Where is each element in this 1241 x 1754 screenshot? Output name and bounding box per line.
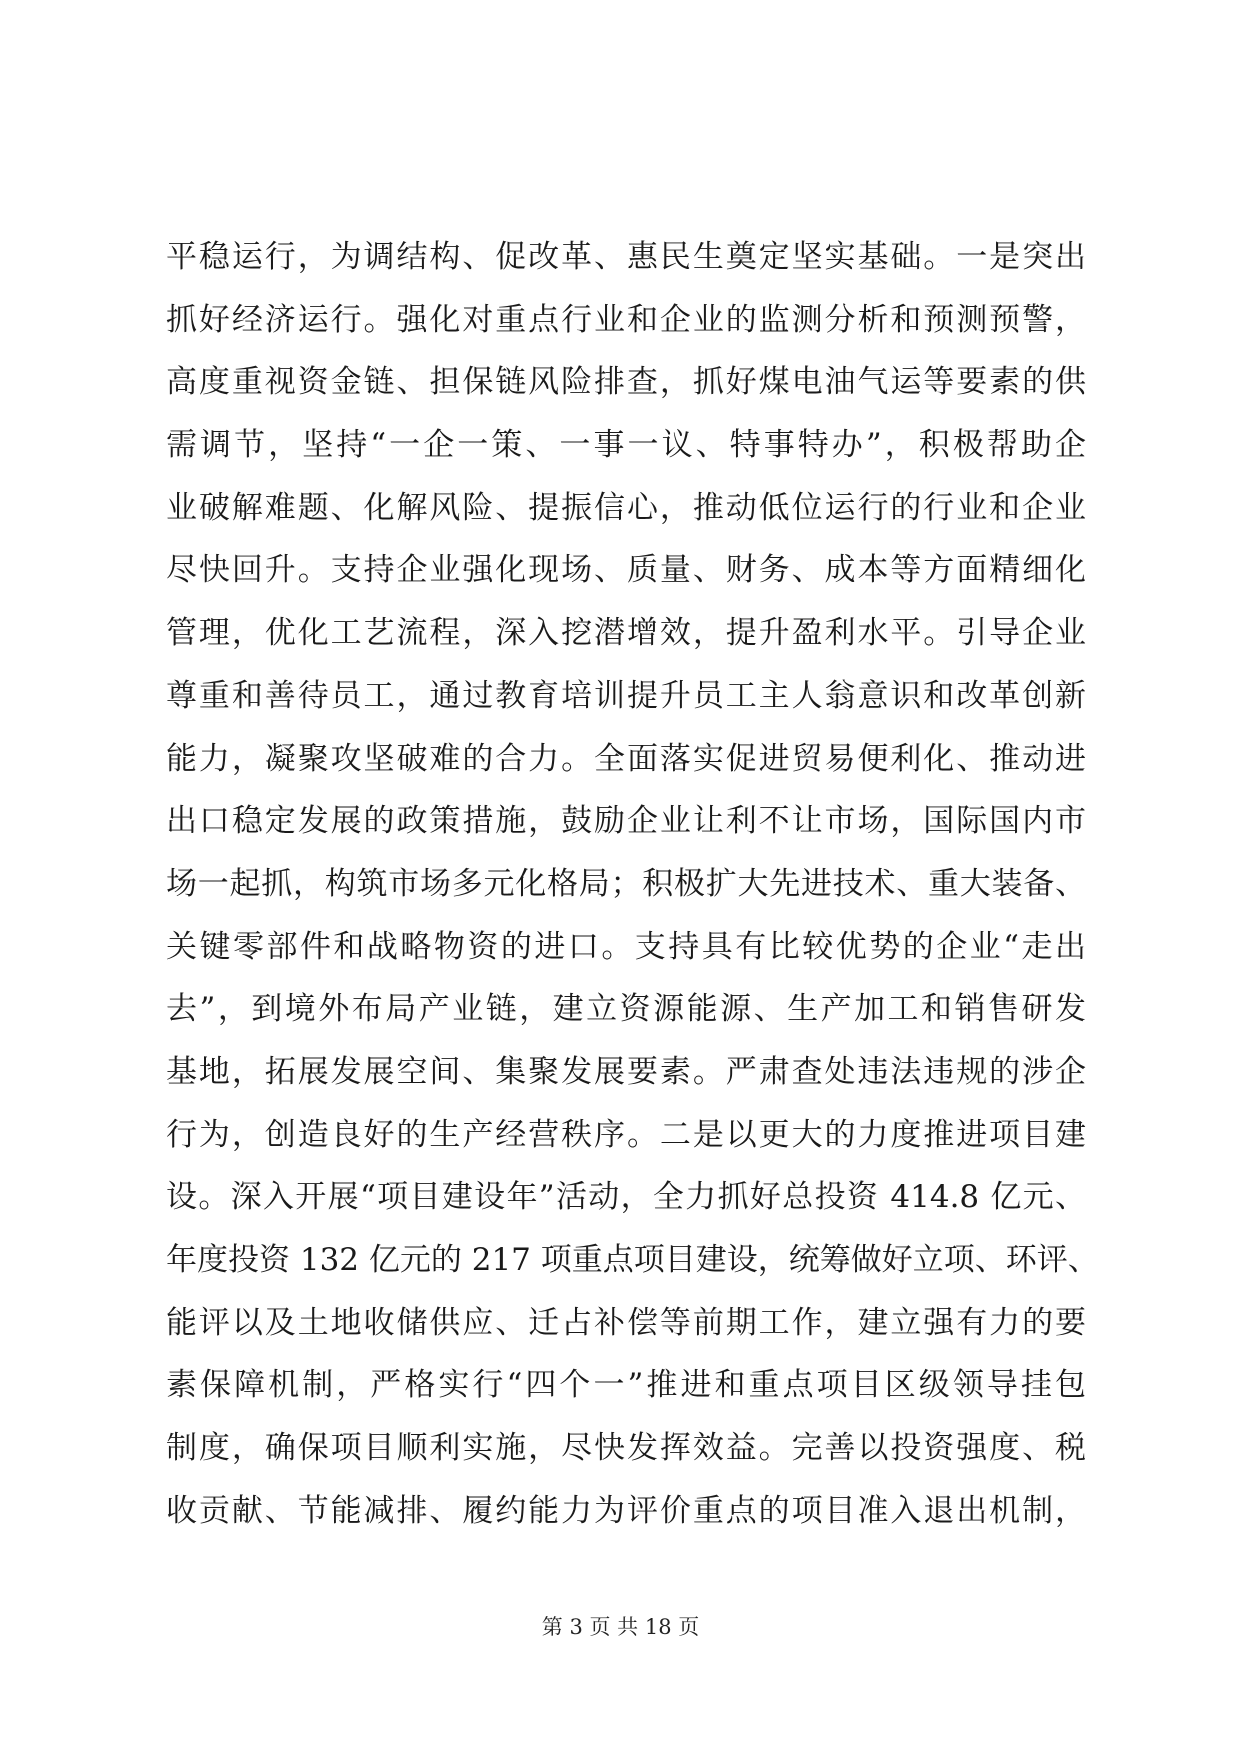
text-line: 出口稳定发展的政策措施，鼓励企业让利不让市场，国际国内市	[166, 803, 1086, 840]
text-line: 尽快回升。支持企业强化现场、质量、财务、成本等方面精细化	[166, 552, 1086, 589]
text-line: 能评以及土地收储供应、迁占补偿等前期工作，建立强有力的要	[166, 1304, 1086, 1341]
text-line: 关键零部件和战略物资的进口。支持具有比较优势的企业“走出	[166, 928, 1086, 965]
document-body	[166, 226, 1099, 1542]
text-line: 去”，到境外布局产业链，建立资源能源、生产加工和销售研发	[166, 991, 1086, 1028]
text-line: 能力，凝聚攻坚破难的合力。全面落实促进贸易便利化、推动进	[166, 740, 1086, 777]
text-line: 行为，创造良好的生产经营秩序。二是以更大的力度推进项目建	[166, 1116, 1086, 1153]
text-line: 场一起抓，构筑市场多元化格局；积极扩大先进技术、重大装备、	[166, 865, 1086, 902]
text-line: 需调节，坚持“一企一策、一事一议、特事特办”，积极帮助企	[166, 427, 1086, 464]
text-line: 设。深入开展“项目建设年”活动，全力抓好总投资 414.8 亿元、	[166, 1179, 1086, 1216]
text-line: 抓好经济运行。强化对重点行业和企业的监测分析和预测预警，	[166, 301, 1086, 338]
text-line: 素保障机制，严格实行“四个一”推进和重点项目区级领导挂包	[166, 1367, 1086, 1404]
text-line: 尊重和善待员工，通过教育培训提升员工主人翁意识和改革创新	[166, 677, 1086, 714]
page-number-footer: 第 3 页 共 18 页	[541, 1615, 700, 1639]
text-line: 管理，优化工艺流程，深入挖潜增效，提升盈利水平。引导企业	[166, 615, 1086, 652]
text-line: 收贡献、节能减排、履约能力为评价重点的项目准入退出机制，	[166, 1492, 1086, 1529]
text-line: 制度，确保项目顺利实施，尽快发挥效益。完善以投资强度、税	[166, 1430, 1086, 1467]
text-line: 业破解难题、化解风险、提振信心，推动低位运行的行业和企业	[166, 489, 1086, 526]
text-line: 平稳运行，为调结构、促改革、惠民生奠定坚实基础。一是突出	[166, 239, 1086, 275]
text-line: 高度重视资金链、担保链风险排查，抓好煤电油气运等要素的供	[166, 364, 1086, 401]
text-line: 基地，拓展发展空间、集聚发展要素。严肃查处违法违规的涉企	[166, 1053, 1086, 1090]
text-line: 年度投资 132 亿元的 217 项重点项目建设，统筹做好立项、环评、	[166, 1242, 1099, 1278]
